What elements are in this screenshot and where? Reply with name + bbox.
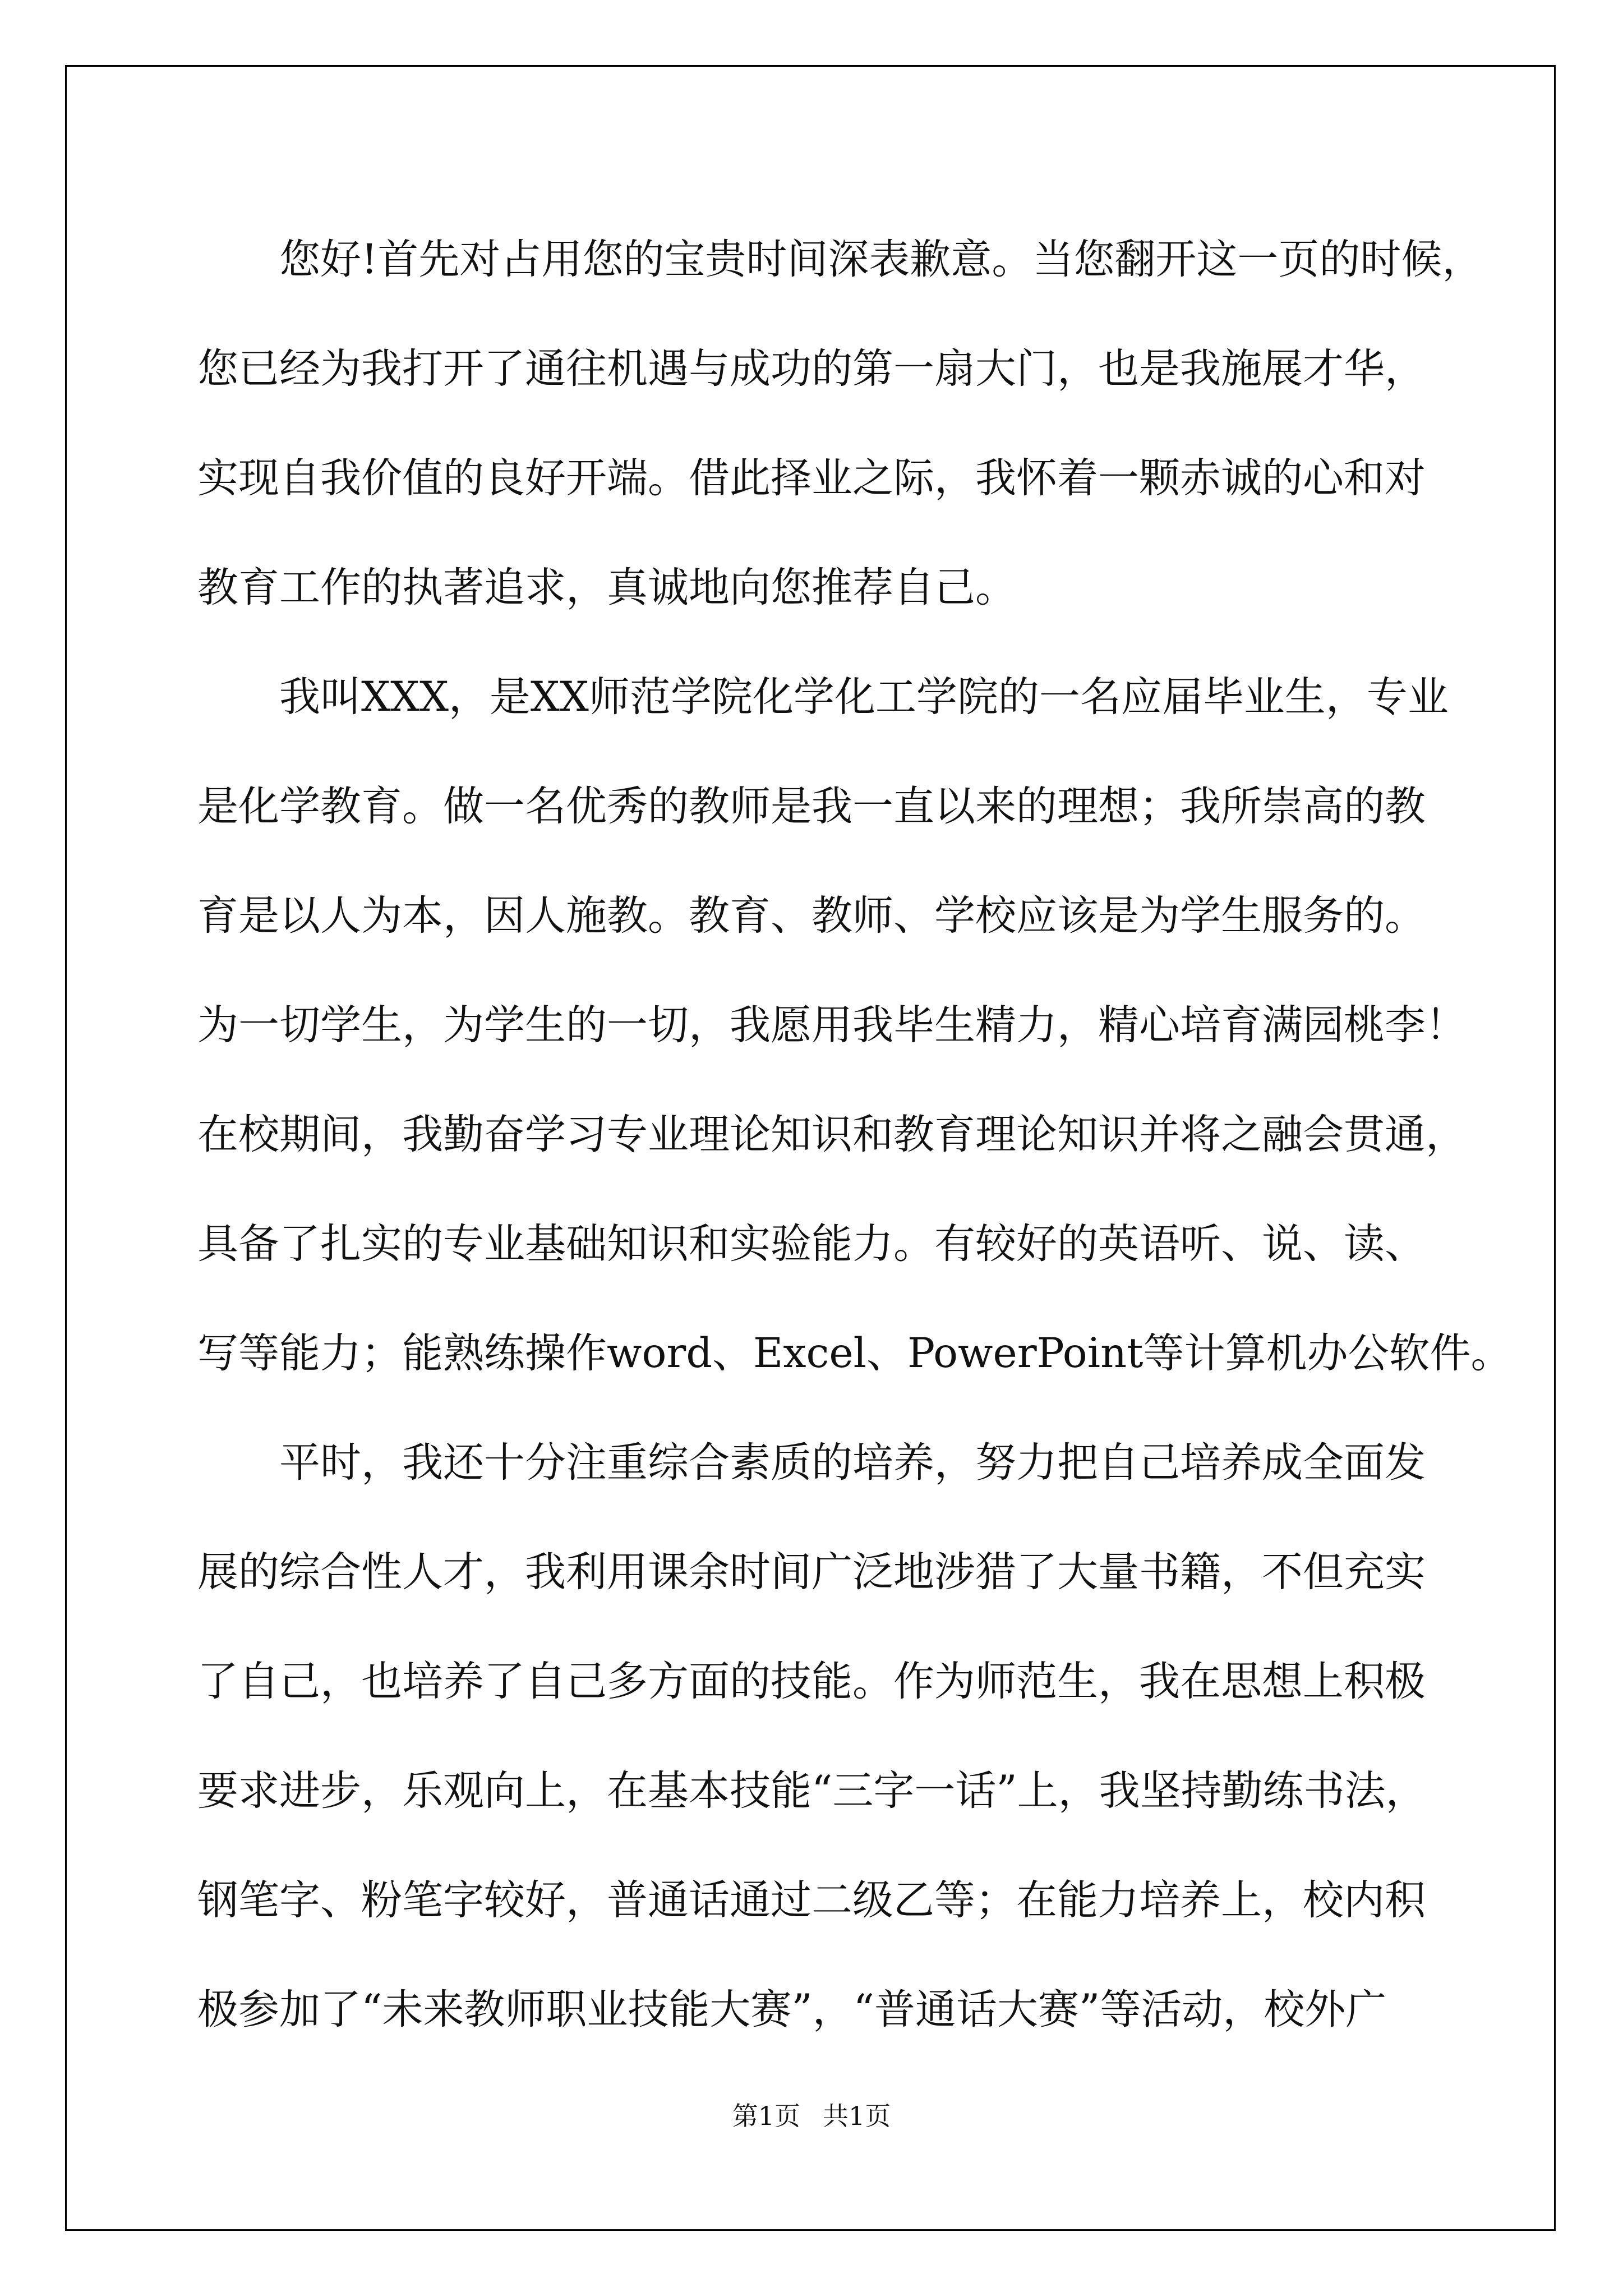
text-line: 您已经为我打开了通往机遇与成功的第一扇大门，也是我施展才华， <box>197 345 1426 393</box>
text-line: 教育工作的执著追求，真诚地向您推荐自己。 <box>197 564 1016 611</box>
page-number-current: 第1页 <box>732 2101 800 2131</box>
page-footer <box>0 2099 1623 2133</box>
text-line: 展的综合性人才，我利用课余时间广泛地涉猎了大量书籍，不但充实 <box>197 1548 1426 1596</box>
text-line: 育是以人为本，因人施教。教育、教师、学校应该是为学生服务的。 <box>197 892 1426 940</box>
text-line: 您好!首先对占用您的宝贵时间深表歉意。当您翻开这一页的时候， <box>279 236 1483 283</box>
text-line: 为一切学生，为学生的一切，我愿用我毕生精力，精心培育满园桃李！ <box>197 1001 1467 1049</box>
text-line: 了自己，也培养了自己多方面的技能。作为师范生，我在思想上积极 <box>197 1658 1426 1705</box>
page-number-total: 共1页 <box>823 2101 891 2131</box>
text-line: 是化学教育。做一名优秀的教师是我一直以来的理想；我所崇高的教 <box>197 783 1426 830</box>
text-line: 写等能力；能熟练操作word、Excel、PowerPoint等计算机办公软件。 <box>197 1329 1512 1377</box>
letter-body <box>197 205 1512 2064</box>
text-line: 平时，我还十分注重综合素质的培养，努力把自己培养成全面发 <box>279 1439 1426 1487</box>
text-line: 在校期间，我勤奋学习专业理论知识和教育理论知识并将之融会贯通， <box>197 1111 1467 1158</box>
text-line: 实现自我价值的良好开端。借此择业之际，我怀着一颗赤诚的心和对 <box>197 454 1426 502</box>
text-line: 钢笔字、粉笔字较好，普通话通过二级乙等；在能力培养上，校内积 <box>197 1876 1426 1924</box>
text-line: 要求进步，乐观向上，在基本技能“三字一话”上，我坚持勤练书法， <box>197 1767 1427 1815</box>
text-line: 具备了扎实的专业基础知识和实验能力。有较好的英语听、说、读、 <box>197 1220 1426 1268</box>
text-line: 极参加了“未来教师职业技能大赛”，“普通话大赛”等活动，校外广 <box>197 1986 1387 2033</box>
text-line: 我叫XXX，是XX师范学院化学化工学院的一名应届毕业生，专业 <box>279 673 1449 721</box>
